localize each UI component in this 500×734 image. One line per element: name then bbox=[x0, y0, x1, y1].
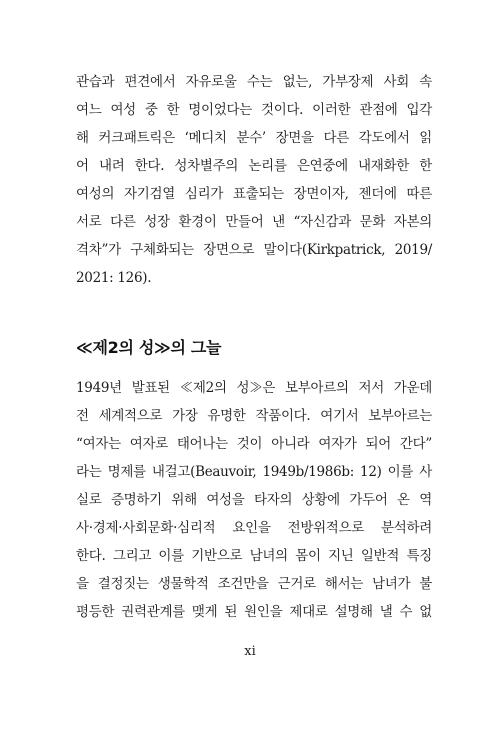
text-line: 어 내려 한다. 성차별주의 논리를 은연중에 내재화한 한 bbox=[76, 158, 432, 174]
text-line: 전 세계적으로 가장 유명한 작품이다. 여기서 보부아르는 bbox=[76, 408, 432, 424]
text-line: 서로 다른 성장 환경이 만들어 낸 “자신감과 문화 자본의 bbox=[76, 214, 432, 230]
text-line: 격차”가 구체화되는 장면으로 말이다(Kirkpatrick, 2019/ bbox=[76, 242, 432, 258]
text-line: 을 결정짓는 생물학적 조건만을 근거로 해서는 남녀가 불 bbox=[76, 576, 432, 592]
section-heading: ≪제2의 성≫의 그늘 bbox=[76, 338, 222, 357]
text-line: 사·경제·사회문화·심리적 요인을 전방위적으로 분석하려 bbox=[76, 520, 432, 536]
text-line: 여느 여성 중 한 명이었다는 것이다. 이러한 관점에 입각 bbox=[76, 102, 432, 118]
paragraph-kirkpatrick bbox=[76, 68, 432, 292]
text-line: 한다. 그리고 이를 기반으로 남녀의 몸이 지닌 일반적 특징 bbox=[76, 548, 432, 564]
text-line: 실로 증명하기 위해 여성을 타자의 상황에 가두어 온 역 bbox=[76, 492, 432, 508]
text-line: 라는 명제를 내걸고(Beauvoir, 1949b/1986b: 12) 이를 사 bbox=[76, 464, 432, 480]
text-line: 해 커크패트릭은 ‘메디치 분수’ 장면을 다른 각도에서 읽 bbox=[76, 130, 432, 146]
page-number: xi bbox=[244, 644, 256, 659]
text-line: 1949년 발표된 ≪제2의 성≫은 보부아르의 저서 가운데 bbox=[76, 380, 432, 396]
text-line: 2021: 126). bbox=[76, 270, 152, 286]
paragraph-second-sex bbox=[76, 374, 432, 626]
text-line: 관습과 편견에서 자유로울 수는 없는, 가부장제 사회 속 bbox=[76, 74, 432, 90]
text-line: 여성의 자기검열 심리가 표출되는 장면이자, 젠더에 따른 bbox=[76, 186, 432, 202]
text-line: “여자는 여자로 태어나는 것이 아니라 여자가 되어 간다” bbox=[76, 436, 432, 452]
text-line: 평등한 권력관계를 맺게 된 원인을 제대로 설명해 낼 수 없 bbox=[76, 604, 432, 620]
